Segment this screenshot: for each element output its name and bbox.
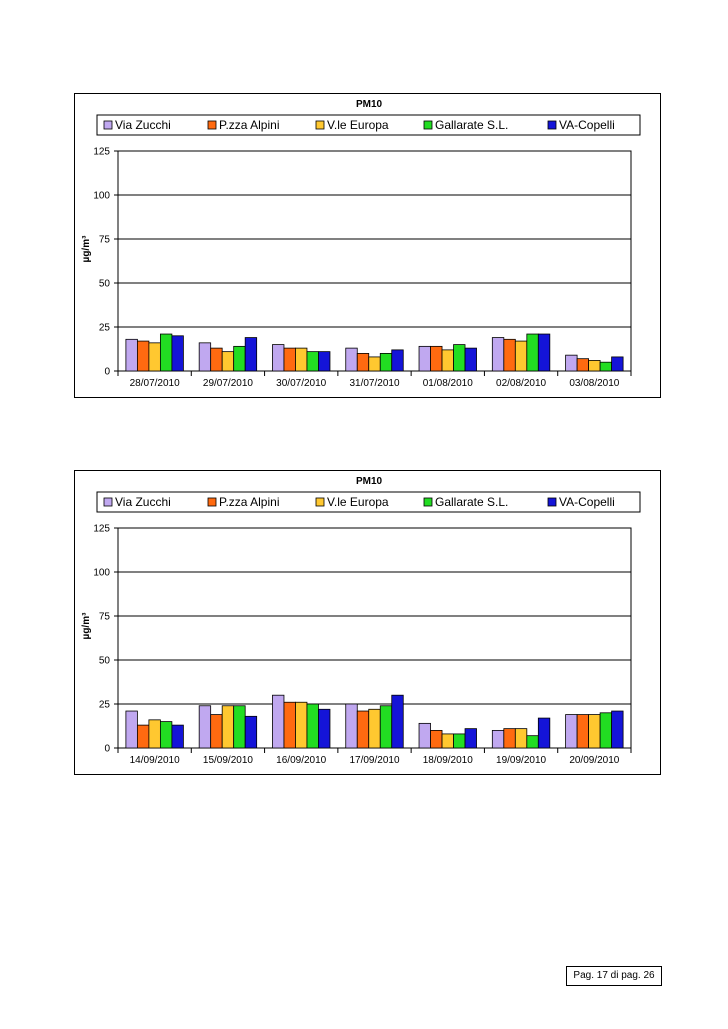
bar: [431, 730, 443, 748]
bar: [137, 725, 149, 748]
y-tick-label: 0: [104, 366, 110, 378]
legend-label: Gallarate S.L.: [435, 495, 509, 509]
x-tick-label: 29/07/2010: [202, 378, 253, 389]
bar: [234, 346, 246, 371]
bar: [392, 350, 404, 371]
legend-swatch: [548, 121, 556, 129]
bar: [160, 722, 172, 748]
legend-label: VA-Copelli: [559, 495, 615, 509]
legend-label: P.zza Alpini: [219, 495, 280, 509]
y-tick-label: 50: [98, 278, 110, 290]
y-tick-label: 25: [98, 699, 110, 711]
legend-label: Gallarate S.L.: [435, 118, 509, 132]
bar: [465, 348, 477, 371]
y-tick-label: 50: [98, 655, 110, 667]
bar: [222, 706, 234, 748]
bar: [137, 341, 149, 371]
bar: [284, 348, 296, 371]
bar: [160, 334, 172, 371]
bar: [126, 711, 138, 748]
bar: [318, 352, 330, 371]
x-tick-label: 30/07/2010: [276, 378, 327, 389]
y-tick-label: 0: [104, 743, 110, 755]
bar: [515, 341, 527, 371]
legend-swatch: [424, 121, 432, 129]
bar: [419, 346, 431, 371]
bar: [357, 711, 369, 748]
y-tick-label: 25: [98, 322, 110, 334]
y-axis-label: µg/m³: [81, 235, 92, 263]
bar: [149, 720, 161, 748]
bar: [577, 359, 589, 371]
y-tick-label: 100: [93, 567, 110, 579]
bar: [538, 718, 550, 748]
y-axis-label: µg/m³: [81, 612, 92, 640]
legend-label: Via Zucchi: [115, 118, 171, 132]
bar: [272, 695, 284, 748]
legend-swatch: [316, 121, 324, 129]
bar: [234, 706, 246, 748]
bar: [307, 704, 319, 748]
bar: [492, 338, 504, 371]
x-tick-label: 02/08/2010: [496, 378, 547, 389]
bar: [600, 713, 612, 748]
legend-label: P.zza Alpini: [219, 118, 280, 132]
legend-swatch: [424, 498, 432, 506]
page-number: Pag. 17 di pag. 26: [566, 966, 662, 986]
legend-label: V.le Europa: [327, 495, 389, 509]
bar: [612, 711, 624, 748]
x-tick-label: 17/09/2010: [349, 755, 400, 766]
bar: [245, 716, 257, 748]
bar: [295, 702, 307, 748]
bar: [369, 357, 381, 371]
legend-swatch: [316, 498, 324, 506]
x-tick-label: 31/07/2010: [349, 378, 400, 389]
bar: [589, 715, 601, 748]
plot-area: [118, 151, 631, 371]
bar: [245, 338, 257, 371]
bar: [392, 695, 404, 748]
bar: [442, 734, 454, 748]
x-tick-label: 01/08/2010: [422, 378, 473, 389]
bar: [346, 348, 358, 371]
x-tick-label: 14/09/2010: [129, 755, 180, 766]
legend-label: VA-Copelli: [559, 118, 615, 132]
x-tick-label: 15/09/2010: [202, 755, 253, 766]
bar: [527, 334, 539, 371]
bar: [419, 723, 431, 748]
y-tick-label: 75: [98, 611, 110, 623]
bar: [211, 715, 223, 748]
bar: [454, 345, 466, 371]
legend-swatch: [208, 498, 216, 506]
bar: [284, 702, 296, 748]
chart-svg: [75, 94, 660, 397]
y-tick-label: 100: [93, 190, 110, 202]
bar: [538, 334, 550, 371]
x-tick-label: 28/07/2010: [129, 378, 180, 389]
bar: [527, 736, 539, 748]
bar: [566, 355, 578, 371]
bar: [589, 360, 601, 371]
bar: [600, 362, 612, 371]
bar: [465, 729, 477, 748]
x-tick-label: 20/09/2010: [569, 755, 620, 766]
x-tick-label: 16/09/2010: [276, 755, 327, 766]
bar: [504, 729, 515, 748]
bar: [199, 343, 211, 371]
bar: [380, 706, 392, 748]
bar: [172, 336, 184, 371]
legend-label: Via Zucchi: [115, 495, 171, 509]
y-tick-label: 125: [93, 523, 110, 535]
x-tick-label: 18/09/2010: [422, 755, 473, 766]
legend-label: V.le Europa: [327, 118, 389, 132]
bar: [504, 339, 515, 371]
bar: [222, 352, 234, 371]
bar: [380, 353, 392, 371]
bar: [318, 709, 330, 748]
legend-swatch: [208, 121, 216, 129]
bar: [431, 346, 443, 371]
bar: [369, 709, 381, 748]
pm10-chart-july: [74, 93, 661, 398]
chart-svg: [75, 471, 660, 774]
legend-swatch: [548, 498, 556, 506]
bar: [272, 345, 284, 371]
pm10-chart-september: [74, 470, 661, 775]
bar: [126, 339, 138, 371]
bar: [454, 734, 466, 748]
bar: [295, 348, 307, 371]
bar: [612, 357, 624, 371]
y-tick-label: 125: [93, 146, 110, 158]
bar: [492, 730, 504, 748]
bar: [172, 725, 184, 748]
bar: [199, 706, 211, 748]
bar: [307, 352, 319, 371]
y-tick-label: 75: [98, 234, 110, 246]
chart-title: PM10: [355, 476, 383, 487]
legend-swatch: [104, 121, 112, 129]
bar: [566, 715, 578, 748]
legend-swatch: [104, 498, 112, 506]
x-tick-label: 03/08/2010: [569, 378, 620, 389]
x-tick-label: 19/09/2010: [496, 755, 547, 766]
bar: [357, 353, 369, 371]
bar: [149, 343, 161, 371]
bar: [442, 350, 454, 371]
bar: [577, 715, 589, 748]
bar: [346, 704, 358, 748]
bar: [515, 729, 527, 748]
bar: [211, 348, 223, 371]
chart-title: PM10: [355, 99, 383, 110]
